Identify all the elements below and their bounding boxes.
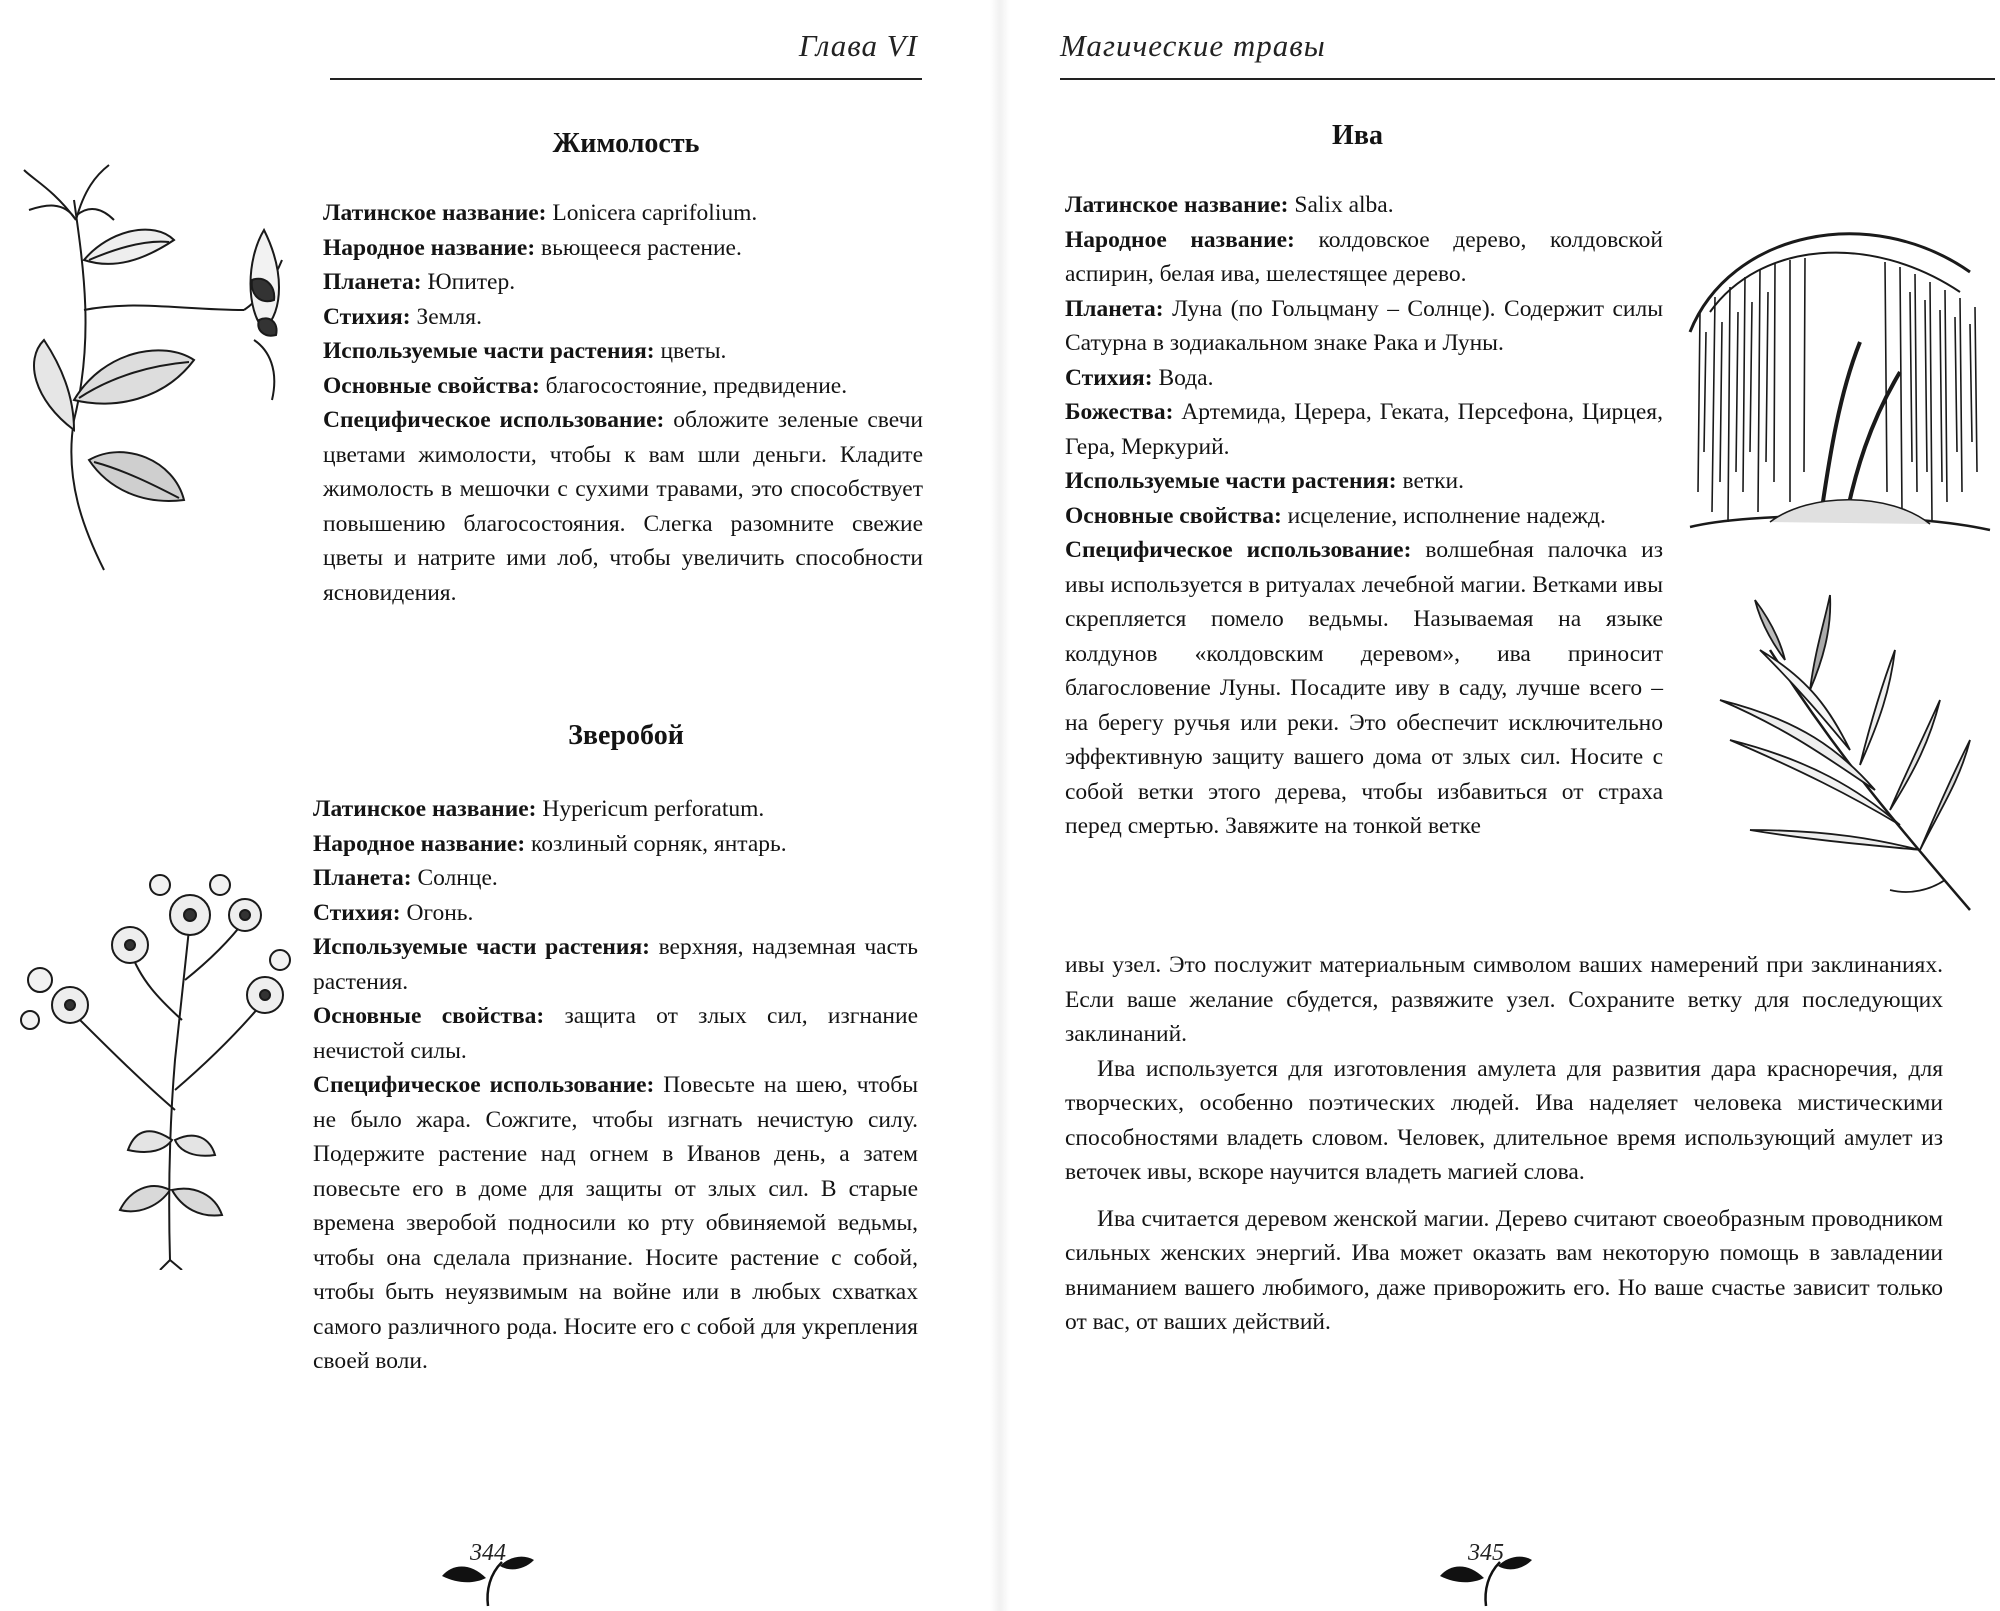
st-johns-wort-illustration [10, 860, 300, 1270]
main-properties-field: Основные свойства: исцеление, исполнение надежд. [1065, 502, 1606, 529]
entry-title-willow: Ива [1332, 120, 1383, 151]
entry-title-st-johns-wort: Зверобой [568, 720, 684, 751]
entry-title-honeysuckle: Жимолость [552, 128, 700, 159]
st-johns-wort-entry [313, 792, 918, 1379]
leaf-ornament-icon [440, 1552, 536, 1608]
latin-name-field: Латинское название: Lonicera caprifolium. [323, 200, 758, 226]
specific-use-field: Специфическое использование: волшебная палочка из ивы используется в ритуалах лечебной магии. Ветками ивы скрепляется помело ведьмы. Называемая на языке колдунов «колдовским деревом», ива приносит благословение Луны. Посадите иву в саду, лучше всего – на берегу ручья или реки. Это обеспечит исключительно эффективную защиту вашего дома от злых сил. Носите с собой ветки этого дерева, чтобы избавиться от страха перед смертью. Завяжите на тонкой ветке [1065, 537, 1663, 839]
right-page [1010, 0, 2000, 1611]
running-head-left: Глава VI [798, 28, 918, 63]
header-rule-left [330, 78, 922, 80]
header-rule-right [1060, 78, 1995, 80]
folk-name-field: Народное название: колдовское дерево, колдовской аспирин, белая ива, шелестящее дерево. [1065, 226, 1664, 287]
leaf-ornament-icon [1438, 1552, 1534, 1608]
willow-tree-illustration [1670, 192, 1995, 542]
main-properties-field: Основные свойства: благосостояние, предвидение. [323, 372, 848, 399]
planet-field: Планета: Солнце. [313, 865, 498, 891]
element-field: Стихия: Земля. [323, 303, 482, 330]
honeysuckle-illustration [14, 160, 294, 580]
willow-entry-narrow [1065, 188, 1663, 844]
willow-paragraph-2: Ива считается деревом женской магии. Дерево считают своеобразным проводником сильных женских энергий. Ива может оказать вам некоторую помощь в завладении вниманием вашего любимого, даже приворожить его. Но ваше счастье зависит только от вас, от ваших действий. [1065, 1205, 1943, 1335]
planet-field: Планета: Луна (по Гольцману – Солнце). Содержит силы Сатурна в зодиакальном знаке Рака и Луны. [1065, 295, 1663, 356]
willow-branch-illustration [1690, 590, 1980, 930]
book-gutter [990, 0, 1010, 1611]
latin-name-field: Латинское название: Salix alba. [1065, 192, 1394, 218]
honeysuckle-entry [323, 196, 923, 610]
page-number-left: 344 [470, 1540, 506, 1566]
plant-parts-field: Используемые части растения: цветы. [323, 338, 727, 364]
main-properties-field: Основные свойства: защита от злых сил, изгнание нечистой силы. [313, 1003, 919, 1064]
plant-parts-field: Используемые части растения: верхняя, надземная часть растения. [313, 934, 918, 995]
specific-use-continuation: ивы узел. Это послужит материальным символом ваших намерений при заклинаниях. Если ваше желание сбудется, развяжите узел. Сохраните ветку для последующих заклинаний. [1065, 952, 1943, 1047]
specific-use-field: Специфическое использование: обложите зеленые свечи цветами жимолости, чтобы к вам шли деньги. Кладите жимолость в мешочки с сухими травами, это способствует повышению благосостояния. Слегка разомните свежие цветы и натрите ими лоб, чтобы увеличить способности ясновидения. [323, 407, 923, 606]
folk-name-field: Народное название: козлиный сорняк, янтарь. [313, 830, 787, 857]
willow-paragraph-1: Ива используется для изготовления амулета для развития дара красноречия, для творческих, особенно поэтических людей. Ива наделяет человека мистическими способностями владеть словом. Человек, длительное время использующий амулет из веточек ивы, вскоре научится владеть магией слова. [1065, 1055, 1943, 1185]
deities-field: Божества: Артемида, Церера, Геката, Персефона, Цирцея, Гера, Меркурий. [1065, 399, 1663, 460]
planet-field: Планета: Юпитер. [323, 269, 516, 295]
specific-use-field: Специфическое использование: Повесьте на шею, чтобы не было жара. Сожгите, чтобы изгнать нечистую силу. Подержите растение над огнем в Иванов день, а затем повесьте его в доме для защиты от злых сил. В старые времена зверобой подносили ко рту обвиняемой ведьмы, чтобы она сделала признание. Носите растение с собой, чтобы быть неуязвимым на войне или в любых схватках самого различного рода. Носите его с собой для укрепления своей воли. [313, 1072, 918, 1374]
willow-entry-wide [1065, 948, 1943, 1340]
left-page [0, 0, 990, 1611]
latin-name-field: Латинское название: Hypericum perforatum. [313, 796, 765, 822]
element-field: Стихия: Вода. [1065, 364, 1214, 391]
folk-name-field: Народное название: вьющееся растение. [323, 234, 742, 261]
running-head-right: Магические травы [1060, 28, 1326, 63]
element-field: Стихия: Огонь. [313, 899, 474, 926]
plant-parts-field: Используемые части растения: ветки. [1065, 468, 1465, 494]
page-number-right: 345 [1468, 1540, 1504, 1566]
